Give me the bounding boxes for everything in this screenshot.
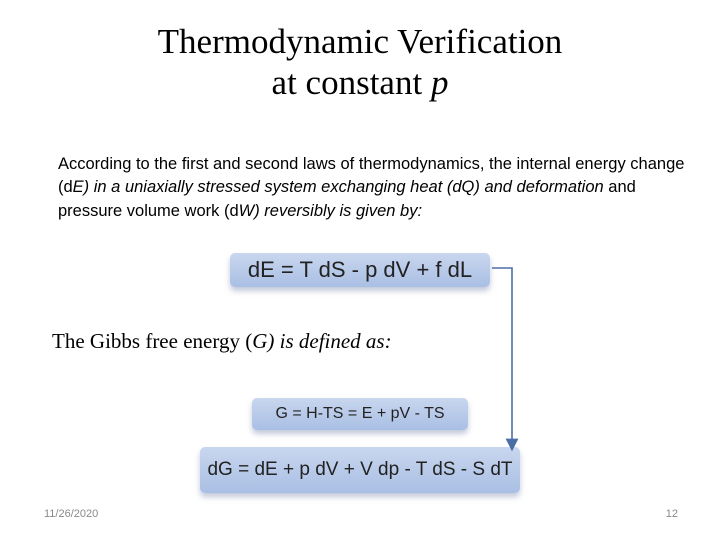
equation-internal-energy-text: dE = T dS - p dV + f dL [247, 257, 473, 282]
equation-gibbs-differential-text: dG = dE + p dV + V dp - T dS - S dT [207, 459, 513, 480]
title-pressure-variable: p [430, 62, 449, 102]
intro-text-3: and pressure volume work (d [58, 178, 636, 220]
equation-gibbs-definition-text: G = H-TS = E + pV - TS [275, 405, 445, 422]
intro-text-1: According to the first and second laws of thermodynamics, the internal energy change (d [58, 155, 685, 197]
intro-text-2: E) in a uniaxially stressed system exchanging heat (dQ) and deformation [72, 178, 604, 197]
footer-date: 11/26/2020 [44, 508, 99, 520]
intro-text-4: W) reversibly is given by: [238, 201, 423, 220]
footer-page-number: 12 [665, 508, 678, 520]
title-line-1: Thermodynamic Verification [157, 22, 563, 61]
title-line-2-text: at constant [271, 62, 431, 102]
gibbs-text-1: The Gibbs free energy ( [52, 329, 253, 353]
gibbs-text-2: G) is defined as: [252, 329, 392, 353]
